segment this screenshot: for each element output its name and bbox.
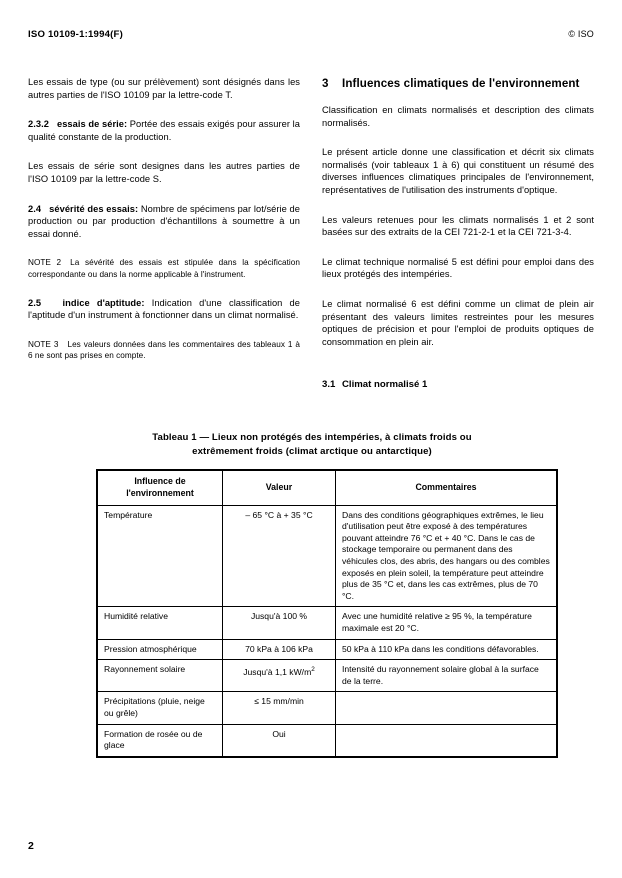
table-caption xyxy=(96,431,528,458)
subclause-number: 3.1 xyxy=(322,379,336,391)
paragraph-type-tests: Les essais de type (ou sur prélèvement) sont désignés dans les autres parties de l'ISO 10109 par la lettre-code T. xyxy=(28,77,300,100)
note-2 xyxy=(28,257,300,279)
table-body xyxy=(97,505,557,757)
term-2-3-2 xyxy=(28,118,300,143)
cell-commentaire xyxy=(336,692,558,724)
term-number: 2.5 xyxy=(28,297,42,308)
valeur-text: Jusqu'à 1,1 kW/m xyxy=(243,666,312,677)
term-label: indice d'aptitude: xyxy=(62,297,145,308)
cell-valeur: – 65 °C à + 35 °C xyxy=(223,505,336,607)
right-column xyxy=(322,76,594,391)
page-number: 2 xyxy=(28,840,34,852)
table-header-row xyxy=(97,470,557,505)
spacer xyxy=(322,359,594,370)
table-caption-line-1: Tableau 1 — Lieux non protégés des intempéries, à climats froids ou xyxy=(152,432,472,443)
paragraph-serial-tests: Les essais de série sont designes dans les autres parties de l'ISO 10109 par la lettre-code S. xyxy=(28,161,300,184)
two-column-body xyxy=(28,76,594,391)
column-header-influence xyxy=(97,470,223,505)
cell-commentaire: Dans des conditions géographiques extrêmes, le lieu d'utilisation peut être exposé à des températures pouvant atteindre 76 °C et + 40 °C. Dans le cas de stockage temporaire ou permanent dans des véhicules clos, des abris, des hangars ou des combles exposés en plein soleil, la température peut atteindre plus de 35 °C et, dans les cas extrêmes, plus de 70 °C. xyxy=(336,505,558,607)
header-line-1: Influence de xyxy=(134,476,186,486)
table-header xyxy=(97,470,557,505)
copyright-notice: © ISO xyxy=(568,29,594,39)
term-number: 2.4 xyxy=(28,203,42,214)
cell-influence: Formation de rosée ou de glace xyxy=(97,724,223,757)
running-head xyxy=(28,29,594,40)
document-reference: ISO 10109-1:1994(F) xyxy=(28,29,123,40)
term-definition: Portée des essais exigés pour assurer la qualité constante de la production. xyxy=(28,119,300,142)
cell-valeur: Jusqu'à 100 % xyxy=(223,607,336,639)
cell-influence: Température xyxy=(97,505,223,607)
term-2-4 xyxy=(28,203,300,241)
term-label: essais de série: xyxy=(56,119,128,130)
note-3 xyxy=(28,339,300,361)
table-row xyxy=(97,724,557,757)
clause-3-heading xyxy=(322,76,594,91)
cell-valeur: 70 kPa à 106 kPa xyxy=(223,639,336,660)
cell-influence: Pression atmosphérique xyxy=(97,639,223,660)
cell-commentaire: 50 kPa à 110 kPa dans les conditions défavorables. xyxy=(336,639,558,660)
cell-influence: Précipitations (pluie, neige ou grêle) xyxy=(97,692,223,724)
column-header-valeur: Valeur xyxy=(223,470,336,505)
subclause-3-1-heading xyxy=(322,378,594,391)
paragraph-values: Les valeurs retenues pour les climats normalisés 1 et 2 sont basées sur des extraits de la CEI 721-2-1 et la CEI 721-3-4. xyxy=(322,214,594,238)
term-2-5 xyxy=(28,297,300,322)
term-label: sévérité des essais: xyxy=(49,203,139,214)
term-definition: Indication d'une classification de l'aptitude d'un instrument à fonctionner dans un climat normalisé. xyxy=(28,297,300,321)
table-caption-line-2: extrêmement froids (climat arctique ou antarctique) xyxy=(192,445,432,457)
note-text: Les valeurs données dans les commentaires des tableaux 1 à 6 ne sont pas prises en compte. xyxy=(28,339,301,361)
cell-influence: Rayonnement solaire xyxy=(97,660,223,692)
cell-commentaire xyxy=(336,724,558,757)
subclause-title: Climat normalisé 1 xyxy=(342,379,428,391)
cell-valeur: Oui xyxy=(223,724,336,757)
note-tag: NOTE 3 xyxy=(28,339,59,349)
table-row xyxy=(97,505,557,607)
note-tag: NOTE 2 xyxy=(28,258,62,268)
cell-valeur: ≤ 15 mm/min xyxy=(223,692,336,724)
table-row xyxy=(97,660,557,692)
note-text: La sévérité des essais est stipulée dans la spécification correspondante ou dans la norme applicable à l'instrument. xyxy=(28,258,301,279)
term-definition: Nombre de spécimens par lot/série de production ou par production d'échantillons à soumettre à un essai donné. xyxy=(28,203,300,239)
cell-commentaire: Avec une humidité relative ≥ 95 %, la température maximale est 20 °C. xyxy=(336,607,558,639)
paragraph-climat-6: Le climat normalisé 6 est défini comme un climat de plein air présentant des valeurs limites restreintes pour les mesures optiques de précision et pour l'emploi de produits optiques de consommation en plein air. xyxy=(322,298,594,347)
table-row xyxy=(97,607,557,639)
header-line-2: l'environnement xyxy=(126,487,194,498)
paragraph-climat-5: Le climat technique normalisé 5 est défini pour emploi dans des lieux protégés des intempéries. xyxy=(322,256,594,280)
term-number: 2.3.2 xyxy=(28,119,49,130)
clause-number: 3 xyxy=(322,77,329,90)
valeur-exponent: 2 xyxy=(311,666,315,674)
left-column xyxy=(28,76,300,391)
table-row xyxy=(97,692,557,724)
column-header-commentaires: Commentaires xyxy=(336,470,558,505)
cell-commentaire: Intensité du rayonnement solaire global à la surface de la terre. xyxy=(336,660,558,692)
table-1-block xyxy=(96,431,550,758)
cell-valeur xyxy=(223,660,336,692)
paragraph-classification: Classification en climats normalisés et description des climats normalisés. xyxy=(322,105,594,128)
table-1 xyxy=(96,469,558,758)
clause-title: Influences climatiques de l'environnement xyxy=(342,77,580,90)
table-row xyxy=(97,639,557,660)
paragraph-present-article: Le présent article donne une classification et décrit six climats normalisés (voir tableaux 1 à 6) qui constituent un résumé des diverses influences climatiques principales de l'environnement, représentatives de l'utilisation des instruments d'optique. xyxy=(322,147,594,195)
cell-influence: Humidité relative xyxy=(97,607,223,639)
